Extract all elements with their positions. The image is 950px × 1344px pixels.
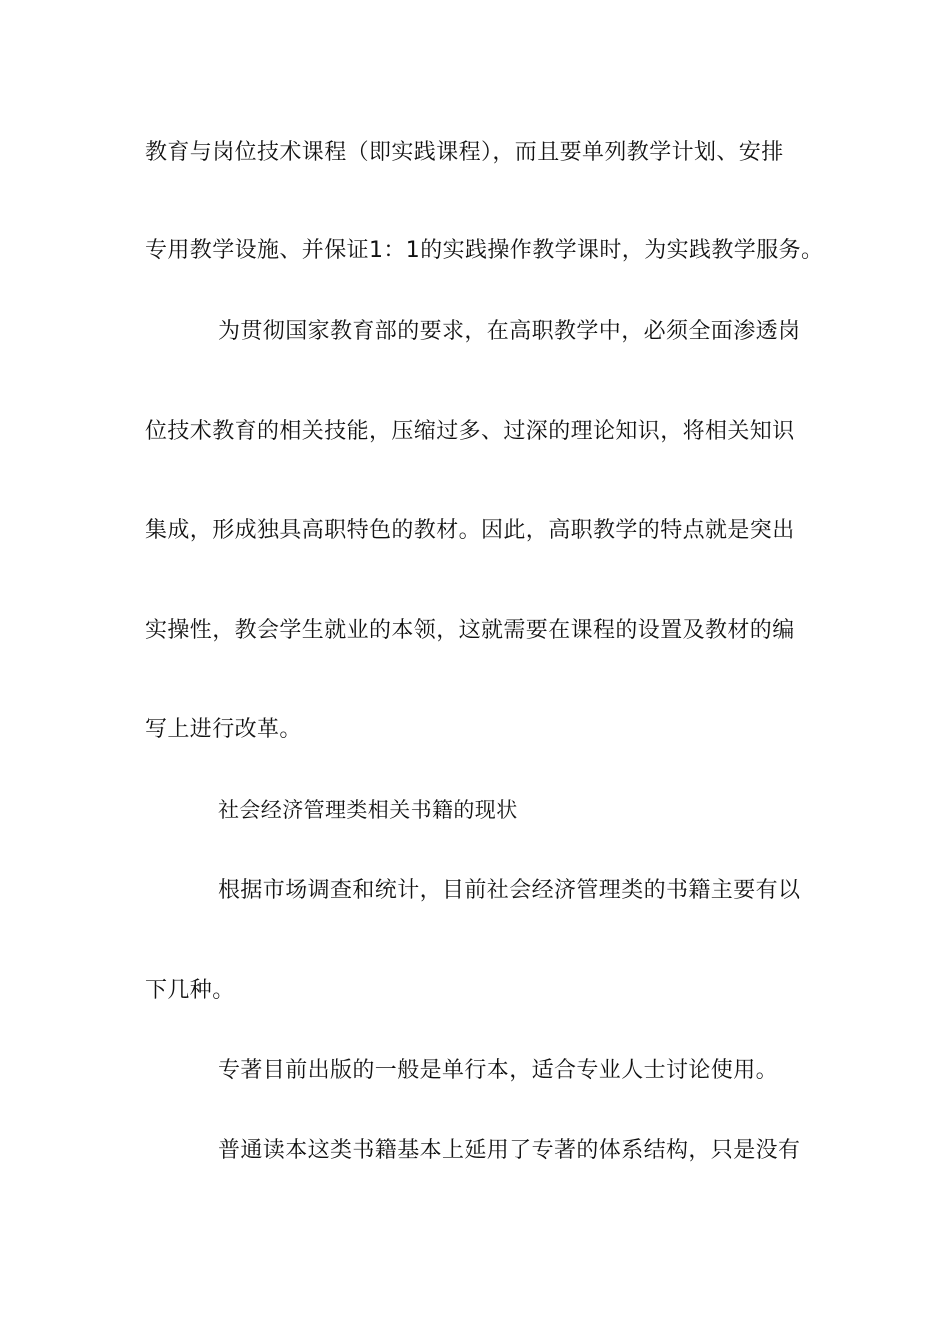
paragraph-line: 专用教学设施、并保证1：1的实践操作教学课时，为实践教学服务。 — [145, 238, 824, 263]
paragraph-line: 专著目前出版的一般是单行本，适合专业人士讨论使用。 — [218, 1058, 779, 1083]
paragraph-line: 根据市场调查和统计，目前社会经济管理类的书籍主要有以 — [218, 878, 801, 903]
paragraph-line: 为贯彻国家教育部的要求，在高职教学中，必须全面渗透岗 — [218, 319, 801, 344]
section-heading: 社会经济管理类相关书籍的现状 — [218, 798, 518, 822]
paragraph-line: 位技术教育的相关技能，压缩过多、过深的理论知识，将相关知识 — [145, 419, 795, 444]
paragraph-line: 写上进行改革。 — [145, 717, 302, 742]
paragraph-line: 教育与岗位技术课程（即实践课程），而且要单列教学计划、安排 — [145, 140, 784, 165]
paragraph-line: 集成，形成独具高职特色的教材。因此，高职教学的特点就是突出 — [145, 518, 795, 543]
paragraph-line: 下几种。 — [145, 978, 235, 1003]
paragraph-line: 实操性，教会学生就业的本领，这就需要在课程的设置及教材的编 — [145, 618, 795, 643]
paragraph-line: 普通读本这类书籍基本上延用了专著的体系结构，只是没有 — [218, 1138, 801, 1163]
